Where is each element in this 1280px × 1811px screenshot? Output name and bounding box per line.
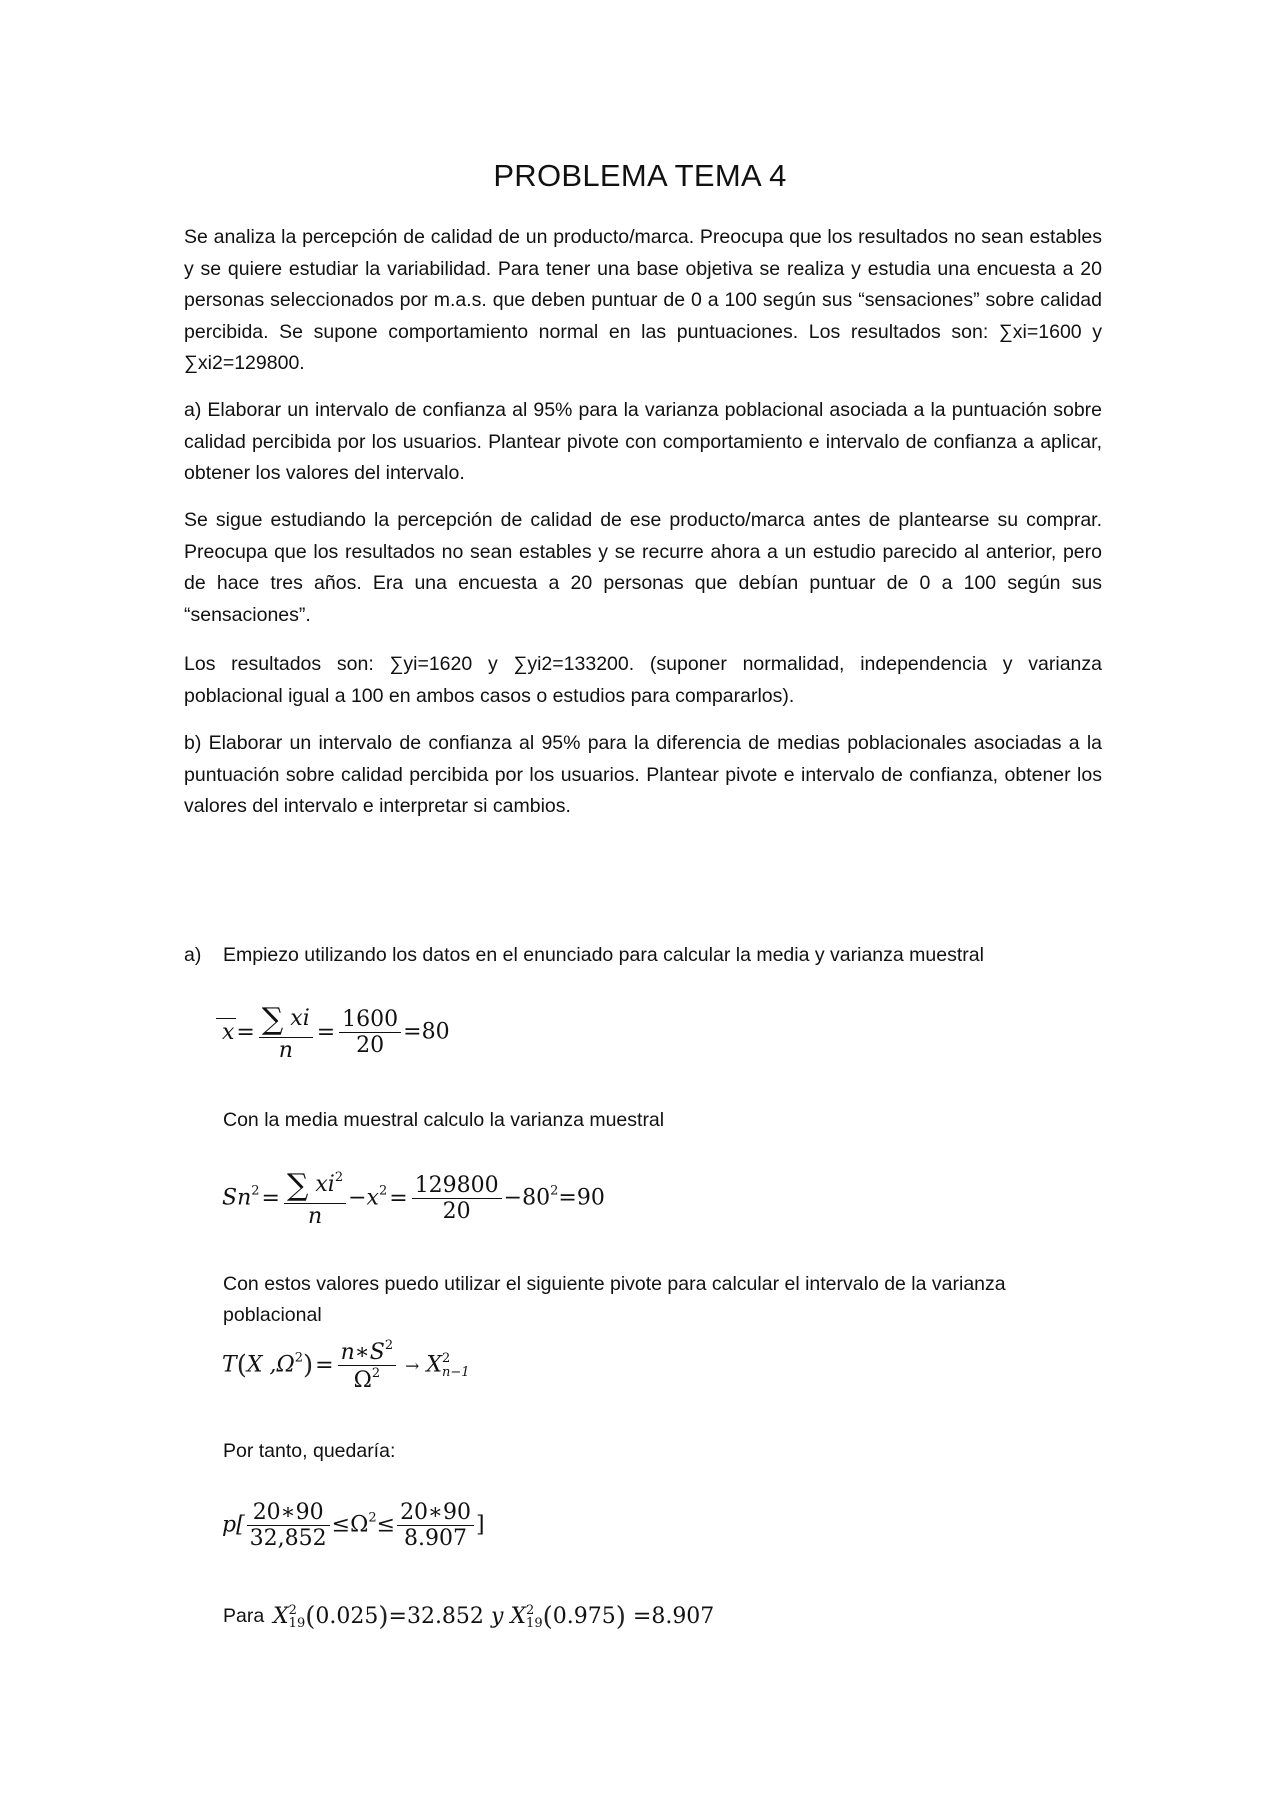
conjunction-y: y <box>490 1604 504 1629</box>
probability-close: ] <box>476 1512 485 1538</box>
less-equal-sign: ≤ <box>376 1512 396 1538</box>
chi-df-1: 19 <box>288 1616 306 1631</box>
variance-equation: $Sn^2=$ $\frac{\sum xi^2}{n}$ $-x^2=$ $\frac{129800}{20}$ $-80^2=90$ <box>222 1168 605 1229</box>
chi-values-equation: X 2 19 (0.025)=32.852 y X 2 19 (0.975) =8.907 <box>273 1602 715 1632</box>
chi-df-2: 19 <box>526 1616 543 1631</box>
pivot-text-line-2: poblacional <box>223 1304 322 1326</box>
sample-mean-symbol: x <box>222 1019 235 1045</box>
chi-symbol-1: X <box>273 1604 289 1629</box>
sum-squares-denominator: n <box>307 1204 323 1229</box>
problem-statement-paragraph: Se analiza la percepción de calidad de un producto/marca. Preocupa que los resultados no sean estables y se quiere estudiar la variabilidad. Para tener una base objetiva se realiza y estudia una encuesta a 20 personas seleccionados por m.a.s. que deben puntuar de 0 a 100 según sus “sensaciones” sobre calidad percibida. Se supone comportamiento normal en las puntuaciones. Los resultados son: ∑xi=1600 y ∑xi2=129800. <box>184 226 1102 374</box>
variance-result: =90 <box>558 1185 605 1211</box>
variance-symbol: Sn <box>222 1185 252 1211</box>
lower-denominator: 32,852 <box>249 1526 327 1551</box>
interval-equation: p[ $\frac{20∗90}{32,852}$ $\le\Omega^2\le$ $\frac{20∗90}{8.907}$ ] <box>222 1500 485 1551</box>
minus-eighty: −80 <box>503 1185 551 1211</box>
fraction-numerator: 1600 <box>339 1007 401 1033</box>
mean-result: =80 <box>403 1019 450 1045</box>
pivot-arguments: X ,Ω <box>246 1352 295 1378</box>
arrow-symbol: → <box>405 1356 420 1377</box>
upper-bound-fraction <box>397 1500 474 1551</box>
variance-text: Con la media muestral calculo la varianza muestral <box>223 1109 665 1131</box>
context-paragraph: Se sigue estudiando la percepción de calidad de ese producto/marca antes de plantearse su comprar. Preocupa que los resultados no sean estables y se recurre ahora a un estudio parecido al anterior, pero de hace tres años. Era una encuesta a 20 personas que debían puntuar de 0 a 100 según sus “sensaciones”. <box>184 509 1102 626</box>
variance-value-fraction <box>412 1173 502 1224</box>
therefore-text: Por tanto, quedaría: <box>223 1440 396 1462</box>
value-fraction <box>339 1007 401 1058</box>
pivot-fraction: $\frac{n∗S^2}{\Omega^2}$ <box>338 1338 396 1393</box>
lower-bound-fraction <box>247 1500 330 1551</box>
pivot-equation: T(X $,\Omega^2)=$ $\frac{n∗S^2}{\Omega^2}$ → X 2 n−1 <box>222 1338 470 1393</box>
sum-fraction: $\frac{\sum xi}{n}$ <box>259 1002 313 1063</box>
solution-marker: a) <box>184 944 202 966</box>
minus-mean-squared: −x <box>348 1185 379 1211</box>
pivot-text-line-1: Con estos valores puedo utilizar el siguiente pivote para calcular el intervalo de la varianza <box>223 1273 1006 1295</box>
variance-denominator: 20 <box>442 1199 471 1224</box>
equals-sign: = <box>236 1019 255 1045</box>
pivot-T-symbol: T <box>222 1352 237 1378</box>
results-paragraph: Los resultados son: ∑yi=1620 y ∑yi2=133200. (suponer normalidad, independencia y varianza poblacional igual a 100 en ambos casos o estudios para compararlos). <box>184 653 1102 707</box>
solution-intro: Empiezo utilizando los datos en el enunciado para calcular la media y varianza muestral <box>223 944 984 966</box>
sum-squares-fraction: $\frac{\sum xi^2}{n}$ <box>284 1168 346 1229</box>
sum-numerator: xi <box>290 1006 310 1031</box>
variance-numerator: 129800 <box>412 1173 502 1199</box>
fraction-denominator: 20 <box>356 1033 385 1058</box>
alpha-value-1: 0.025 <box>315 1604 379 1629</box>
upper-numerator: 20∗90 <box>397 1500 474 1526</box>
pivot-denominator: Ω <box>353 1368 372 1393</box>
question-a-paragraph: a) Elaborar un intervalo de confianza al 95% para la varianza poblacional asociada a la puntuación sobre calidad percibida por los usuarios. Plantear pivote con comportamiento e intervalo de confianza a aplicar, obtener los valores del intervalo. <box>184 399 1102 484</box>
alpha-value-2: 0.975 <box>552 1604 616 1629</box>
para-label: Para <box>223 1605 265 1627</box>
degrees-freedom: n−1 <box>442 1364 470 1380</box>
probability-open: p[ <box>222 1512 245 1538</box>
question-b-paragraph: b) Elaborar un intervalo de confianza al 95% para la diferencia de medias poblacionales asociadas a la puntuación sobre calidad percibida por los usuarios. Plantear pivote e intervalo de confianza, obtener los valores del intervalo e interpretar si cambios. <box>184 732 1102 817</box>
page-title: PROBLEMA TEMA 4 <box>493 158 787 193</box>
chi-result-2: =8.907 <box>632 1604 715 1629</box>
chi-symbol: X <box>426 1352 443 1378</box>
mean-equation: x= $\frac{\sum xi}{n}$ = $\frac{1600}{20}$ =80 <box>222 1002 450 1063</box>
upper-denominator: 8.907 <box>404 1526 468 1551</box>
chi-result-1: =32.852 <box>388 1604 484 1629</box>
sum-denominator: n <box>278 1038 293 1063</box>
chi-symbol-2: X <box>510 1604 527 1629</box>
sum-squares-numerator: xi <box>315 1172 335 1197</box>
pivot-numerator: n∗S <box>340 1340 385 1365</box>
omega-inequality: ≤Ω <box>331 1512 369 1538</box>
lower-numerator: 20∗90 <box>247 1500 330 1526</box>
